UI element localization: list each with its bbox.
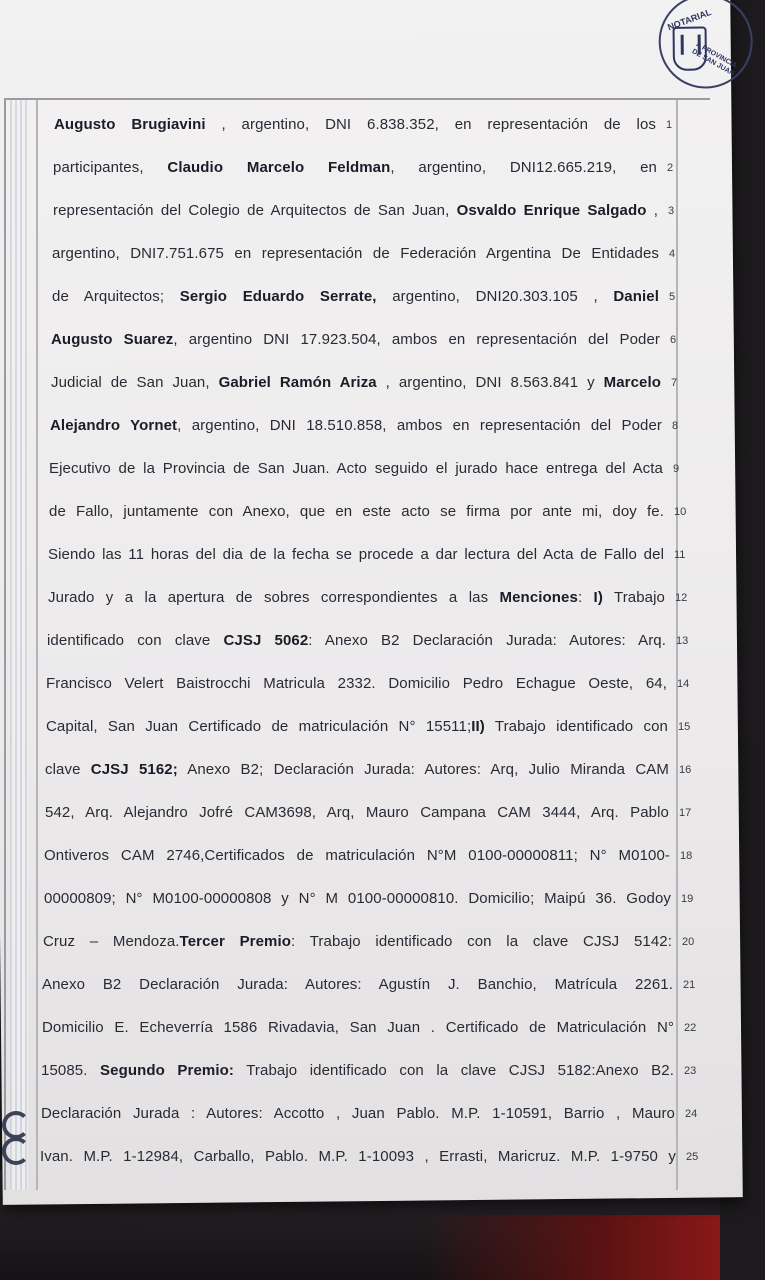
line-text bbox=[41, 1062, 674, 1079]
line-text bbox=[49, 503, 664, 520]
line-text bbox=[40, 1148, 676, 1165]
bold-text: CJSJ 5062 bbox=[223, 632, 309, 649]
line-text bbox=[52, 245, 659, 262]
text-segment: Ejecutivo de la Provincia de San Juan. Acto seguido el jurado hace entrega del Acta bbox=[49, 460, 663, 477]
text-segment: Trabajo bbox=[602, 589, 665, 606]
bold-text: Claudio Marcelo Feldman bbox=[167, 159, 391, 176]
document-line bbox=[0, 804, 720, 834]
line-number: 2 bbox=[667, 162, 674, 174]
line-text bbox=[49, 460, 663, 477]
line-number: 22 bbox=[684, 1022, 697, 1034]
line-number: 18 bbox=[680, 850, 693, 862]
text-segment: representación del Colegio de Arquitectos de San Juan, bbox=[53, 202, 457, 219]
document-line bbox=[0, 288, 720, 318]
bold-text: II) bbox=[471, 718, 485, 735]
bold-text: Marcelo bbox=[603, 374, 661, 391]
line-number: 15 bbox=[678, 721, 691, 733]
line-number: 13 bbox=[676, 635, 689, 647]
text-segment: Declaración Jurada : Autores: Accotto , Juan Pablo. M.P. 1-10591, Barrio , Mauro bbox=[41, 1105, 675, 1122]
text-segment: argentino, DNI20.303.105 , bbox=[376, 288, 614, 305]
text-segment: Trabajo identificado con bbox=[484, 718, 668, 735]
line-number: 19 bbox=[681, 893, 694, 905]
document-line bbox=[0, 1019, 720, 1049]
text-segment: Anexo B2; Declaración Jurada: Autores: Arq, Julio Miranda CAM bbox=[177, 761, 669, 778]
text-segment: , argentino, DNI 18.510.858, ambos en representación del Poder bbox=[177, 417, 662, 434]
document-line bbox=[0, 331, 720, 361]
text-segment: Domicilio E. Echeverría 1586 Rivadavia, San Juan . Certificado de Matriculación N° bbox=[42, 1019, 674, 1036]
text-segment: : Anexo B2 Declaración Jurada: Autores: Arq. bbox=[308, 632, 667, 649]
text-segment: , argentino, DNI 6.838.352, en representación de los bbox=[205, 116, 656, 133]
line-text bbox=[53, 202, 658, 219]
document-line bbox=[0, 1062, 720, 1092]
line-text bbox=[48, 589, 665, 606]
line-number: 14 bbox=[677, 678, 690, 690]
text-segment: clave bbox=[45, 761, 91, 778]
text-segment: de Arquitectos; bbox=[52, 288, 180, 305]
bold-text: Osvaldo Enrique Salgado bbox=[456, 202, 647, 219]
text-segment: Francisco Velert Baistrocchi Matricula 2332. Domicilio Pedro Echague Oeste, 64, bbox=[46, 675, 667, 692]
bold-text: Augusto Brugiavini bbox=[54, 116, 206, 133]
line-number: 6 bbox=[670, 334, 677, 346]
bold-text: Gabriel Ramón Ariza bbox=[218, 374, 377, 391]
bold-text: Alejandro Yornet bbox=[50, 417, 178, 434]
document-line bbox=[0, 503, 720, 533]
text-segment: Capital, San Juan Certificado de matriculación N° 15511; bbox=[46, 718, 472, 735]
text-segment: Anexo B2 Declaración Jurada: Autores: Agustín J. Banchio, Matrícula 2261. bbox=[42, 976, 673, 993]
line-text bbox=[53, 159, 657, 176]
line-text bbox=[41, 1105, 675, 1122]
line-number: 23 bbox=[684, 1065, 697, 1077]
document-line bbox=[0, 546, 720, 576]
text-segment: Cruz – Mendoza. bbox=[43, 933, 180, 950]
document-line bbox=[0, 159, 720, 189]
bold-text: Segundo Premio: bbox=[100, 1062, 234, 1079]
text-segment: argentino, DNI7.751.675 en representación de Federación Argentina De Entidades bbox=[52, 245, 659, 262]
line-text bbox=[42, 1019, 674, 1036]
document-line bbox=[0, 847, 720, 877]
document-line bbox=[0, 417, 720, 447]
document-line bbox=[0, 632, 720, 662]
line-text bbox=[42, 976, 673, 993]
line-number: 1 bbox=[666, 119, 673, 131]
document-line bbox=[0, 116, 720, 146]
document-line bbox=[0, 675, 720, 705]
document-line bbox=[0, 1148, 720, 1178]
line-number: 17 bbox=[679, 807, 692, 819]
line-number: 9 bbox=[673, 463, 680, 475]
text-segment: Ivan. M.P. 1-12984, Carballo, Pablo. M.P. 1-10093 , Errasti, Maricruz. M.P. 1-9750 y bbox=[40, 1148, 676, 1165]
document-line bbox=[0, 460, 720, 490]
text-segment: Judicial de San Juan, bbox=[51, 374, 219, 391]
text-segment: Siendo las 11 horas del dia de la fecha se procede a dar lectura del Acta de Fallo del bbox=[48, 546, 664, 563]
line-number: 4 bbox=[669, 248, 676, 260]
stamp-side-text: A PROVINCIA DE SAN JUAN bbox=[690, 41, 738, 78]
bold-text: Menciones bbox=[499, 589, 578, 606]
document-line bbox=[0, 589, 720, 619]
line-text bbox=[44, 847, 670, 864]
document-line bbox=[0, 890, 720, 920]
text-segment: Ontiveros CAM 2746,Certificados de matriculación N°M 0100-00000811; N° M0100- bbox=[44, 847, 670, 864]
text-segment: : Trabajo identificado con la clave CJSJ 5142: bbox=[291, 933, 672, 950]
line-number: 16 bbox=[679, 764, 692, 776]
line-number: 7 bbox=[671, 377, 678, 389]
line-number: 8 bbox=[672, 420, 679, 432]
document-line bbox=[0, 374, 720, 404]
text-segment: Trabajo identificado con la clave CJSJ 5182:Anexo B2. bbox=[233, 1062, 674, 1079]
document-line bbox=[0, 718, 720, 748]
bold-text: Tercer Premio bbox=[179, 933, 292, 950]
line-text bbox=[45, 761, 669, 778]
line-text bbox=[51, 331, 660, 348]
text-segment: de Fallo, juntamente con Anexo, que en este acto se firma por ante mi, doy fe. bbox=[49, 503, 664, 520]
line-number: 3 bbox=[668, 205, 675, 217]
line-text bbox=[52, 288, 659, 305]
line-text bbox=[46, 718, 668, 735]
bold-text: Augusto Suarez bbox=[51, 331, 174, 348]
bold-text: Sergio Eduardo Serrate, bbox=[179, 288, 377, 305]
line-number: 24 bbox=[685, 1108, 698, 1120]
line-number: 25 bbox=[686, 1151, 699, 1163]
text-segment: , argentino DNI 17.923.504, ambos en representación del Poder bbox=[173, 331, 661, 348]
line-text bbox=[43, 933, 672, 950]
line-number: 12 bbox=[675, 592, 688, 604]
document-line bbox=[0, 933, 720, 963]
bold-text: CJSJ 5162; bbox=[90, 761, 178, 778]
document-line bbox=[0, 761, 720, 791]
document-line bbox=[0, 245, 720, 275]
text-segment: participantes, bbox=[53, 159, 168, 176]
document-line bbox=[0, 976, 720, 1006]
line-text bbox=[50, 417, 662, 434]
text-segment: : bbox=[577, 589, 594, 606]
line-text bbox=[44, 890, 671, 907]
text-segment: 15085. bbox=[41, 1062, 101, 1079]
text-segment: 542, Arq. Alejandro Jofré CAM3698, Arq, Mauro Campana CAM 3444, Arq. Pablo bbox=[45, 804, 669, 821]
line-number: 5 bbox=[669, 291, 676, 303]
document-line bbox=[0, 1105, 720, 1135]
line-number: 20 bbox=[682, 936, 695, 948]
stamp-top-text: NOTARIAL bbox=[666, 6, 713, 33]
line-number: 10 bbox=[674, 506, 687, 518]
line-text bbox=[51, 374, 661, 391]
bold-text: I) bbox=[593, 589, 603, 606]
line-text bbox=[45, 804, 669, 821]
line-text bbox=[48, 546, 664, 563]
line-text bbox=[46, 675, 667, 692]
text-segment: , argentino, DNI 8.563.841 y bbox=[376, 374, 604, 391]
text-segment: , argentino, DNI12.665.219, en bbox=[390, 159, 657, 176]
text-segment: 00000809; N° M0100-00000808 y N° M 0100-00000810. Domicilio; Maipú 36. Godoy bbox=[44, 890, 671, 907]
text-segment: identificado con clave bbox=[47, 632, 224, 649]
bold-text: Daniel bbox=[613, 288, 659, 305]
line-text bbox=[47, 632, 666, 649]
text-segment: Jurado y a la apertura de sobres correspondientes a las bbox=[48, 589, 500, 606]
line-number: 21 bbox=[683, 979, 696, 991]
line-number: 11 bbox=[674, 549, 686, 561]
document-line bbox=[0, 202, 720, 232]
line-text bbox=[54, 116, 656, 133]
text-segment: , bbox=[646, 202, 658, 219]
